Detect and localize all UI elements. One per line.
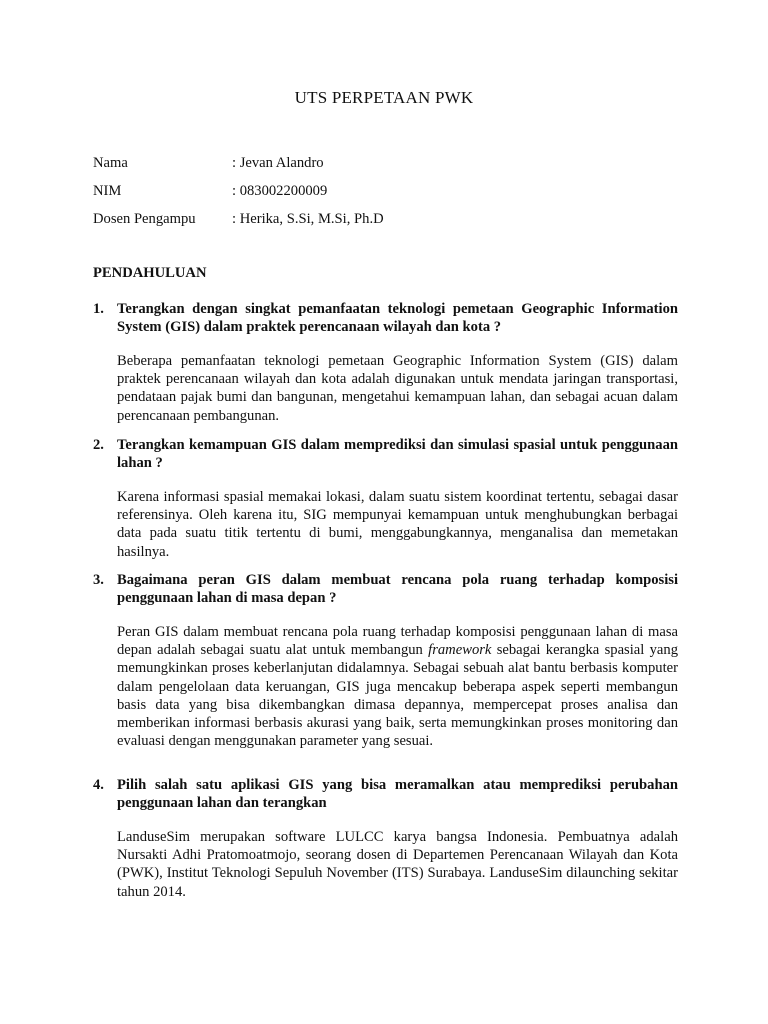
meta-label: Dosen Pengampu [93,211,196,227]
answer-text-part: sebagai kerangka spasial yang memungkinkan proses keberlanjutan didalamnya. Sebagai sebuah alat bantu berbasis komputer dalam pengelolaan data keruangan, GIS juga mencakup beberapa aspek seperti membangun basis data yang bisa dikembangkan dimasa depannya, mempercepat proses analisa dan memberikan informasi berbasis akurasi yang baik, serta memungkinkan proses monitoring dan evaluasi dengan menggunakan parameter yang sesuai. [117,642,678,750]
answer-text-part: Peran GIS dalam membuat rencana pola ruang terhadap komposisi penggunaan lahan di masa depan adalah sebagai suatu alat untuk membangun [117,624,678,659]
meta-value: : Herika, S.Si, M.Si, Ph.D [232,211,384,227]
question-text: Terangkan kemampuan GIS dalam memprediksi dan simulasi spasial untuk penggunaan lahan ? [117,437,678,471]
meta-label: NIM [93,183,122,199]
question [93,436,678,472]
question [93,300,678,336]
question [93,776,678,812]
meta-row-nim [93,181,693,209]
question-number: 2. [93,437,104,453]
answer-text: LanduseSim merupakan software LULCC karya bangsa Indonesia. Pembuatnya adalah Nursakti Adhi Pratomoatmojo, seorang dosen di Departemen Perencanaan Wilayah dan Kota (PWK), Institut Teknologi Sepuluh November (ITS) Surabaya. LanduseSim dilaunching sekitar tahun 2014. [117,829,678,900]
question [93,571,678,607]
section-heading: PENDAHULUAN [93,265,207,281]
document-title: UTS PERPETAAN PWK [294,88,474,107]
question-block-1 [93,300,678,425]
student-info [93,153,693,237]
answer-text [117,623,678,750]
meta-value: : Jevan Alandro [232,155,324,171]
answer-text: Beberapa pemanfaatan teknologi pemetaan Geographic Information System (GIS) dalam praktek perencanaan wilayah dan kota adalah digunakan untuk mendata jaringan transportasi, pendataan pajak bumi dan bangunan, mengetahui kemampuan lahan, dan sebagai acuan dalam perencanaan pembangunan. [117,353,678,424]
answer-italic-term: framework [428,642,492,659]
question-text: Bagaimana peran GIS dalam membuat rencana pola ruang terhadap komposisi penggunaan lahan di masa depan ? [117,572,678,606]
question-number: 4. [93,777,104,793]
meta-label: Nama [93,155,128,171]
question-text: Terangkan dengan singkat pemanfaatan teknologi pemetaan Geographic Information System (GIS) dalam praktek perencanaan wilayah dan kota ? [117,301,678,335]
meta-row-nama [93,153,693,181]
answer-text: Karena informasi spasial memakai lokasi, dalam suatu sistem koordinat tertentu, sebagai dasar referensinya. Oleh karena itu, SIG mempunyai kemampuan untuk menghubungkan berbagai data pada suatu titik tertentu di bumi, menggabungkannya, menganalisa dan memetakan hasilnya. [117,489,678,560]
question-number: 1. [93,301,104,317]
question-text: Pilih salah satu aplikasi GIS yang bisa meramalkan atau memprediksi perubahan penggunaan lahan dan terangkan [117,777,678,811]
meta-value: : 083002200009 [232,183,328,199]
question-block-4 [93,776,678,901]
meta-row-dosen [93,209,693,237]
question-number: 3. [93,572,104,588]
question-block-3 [93,571,678,750]
question-block-2 [93,436,678,561]
